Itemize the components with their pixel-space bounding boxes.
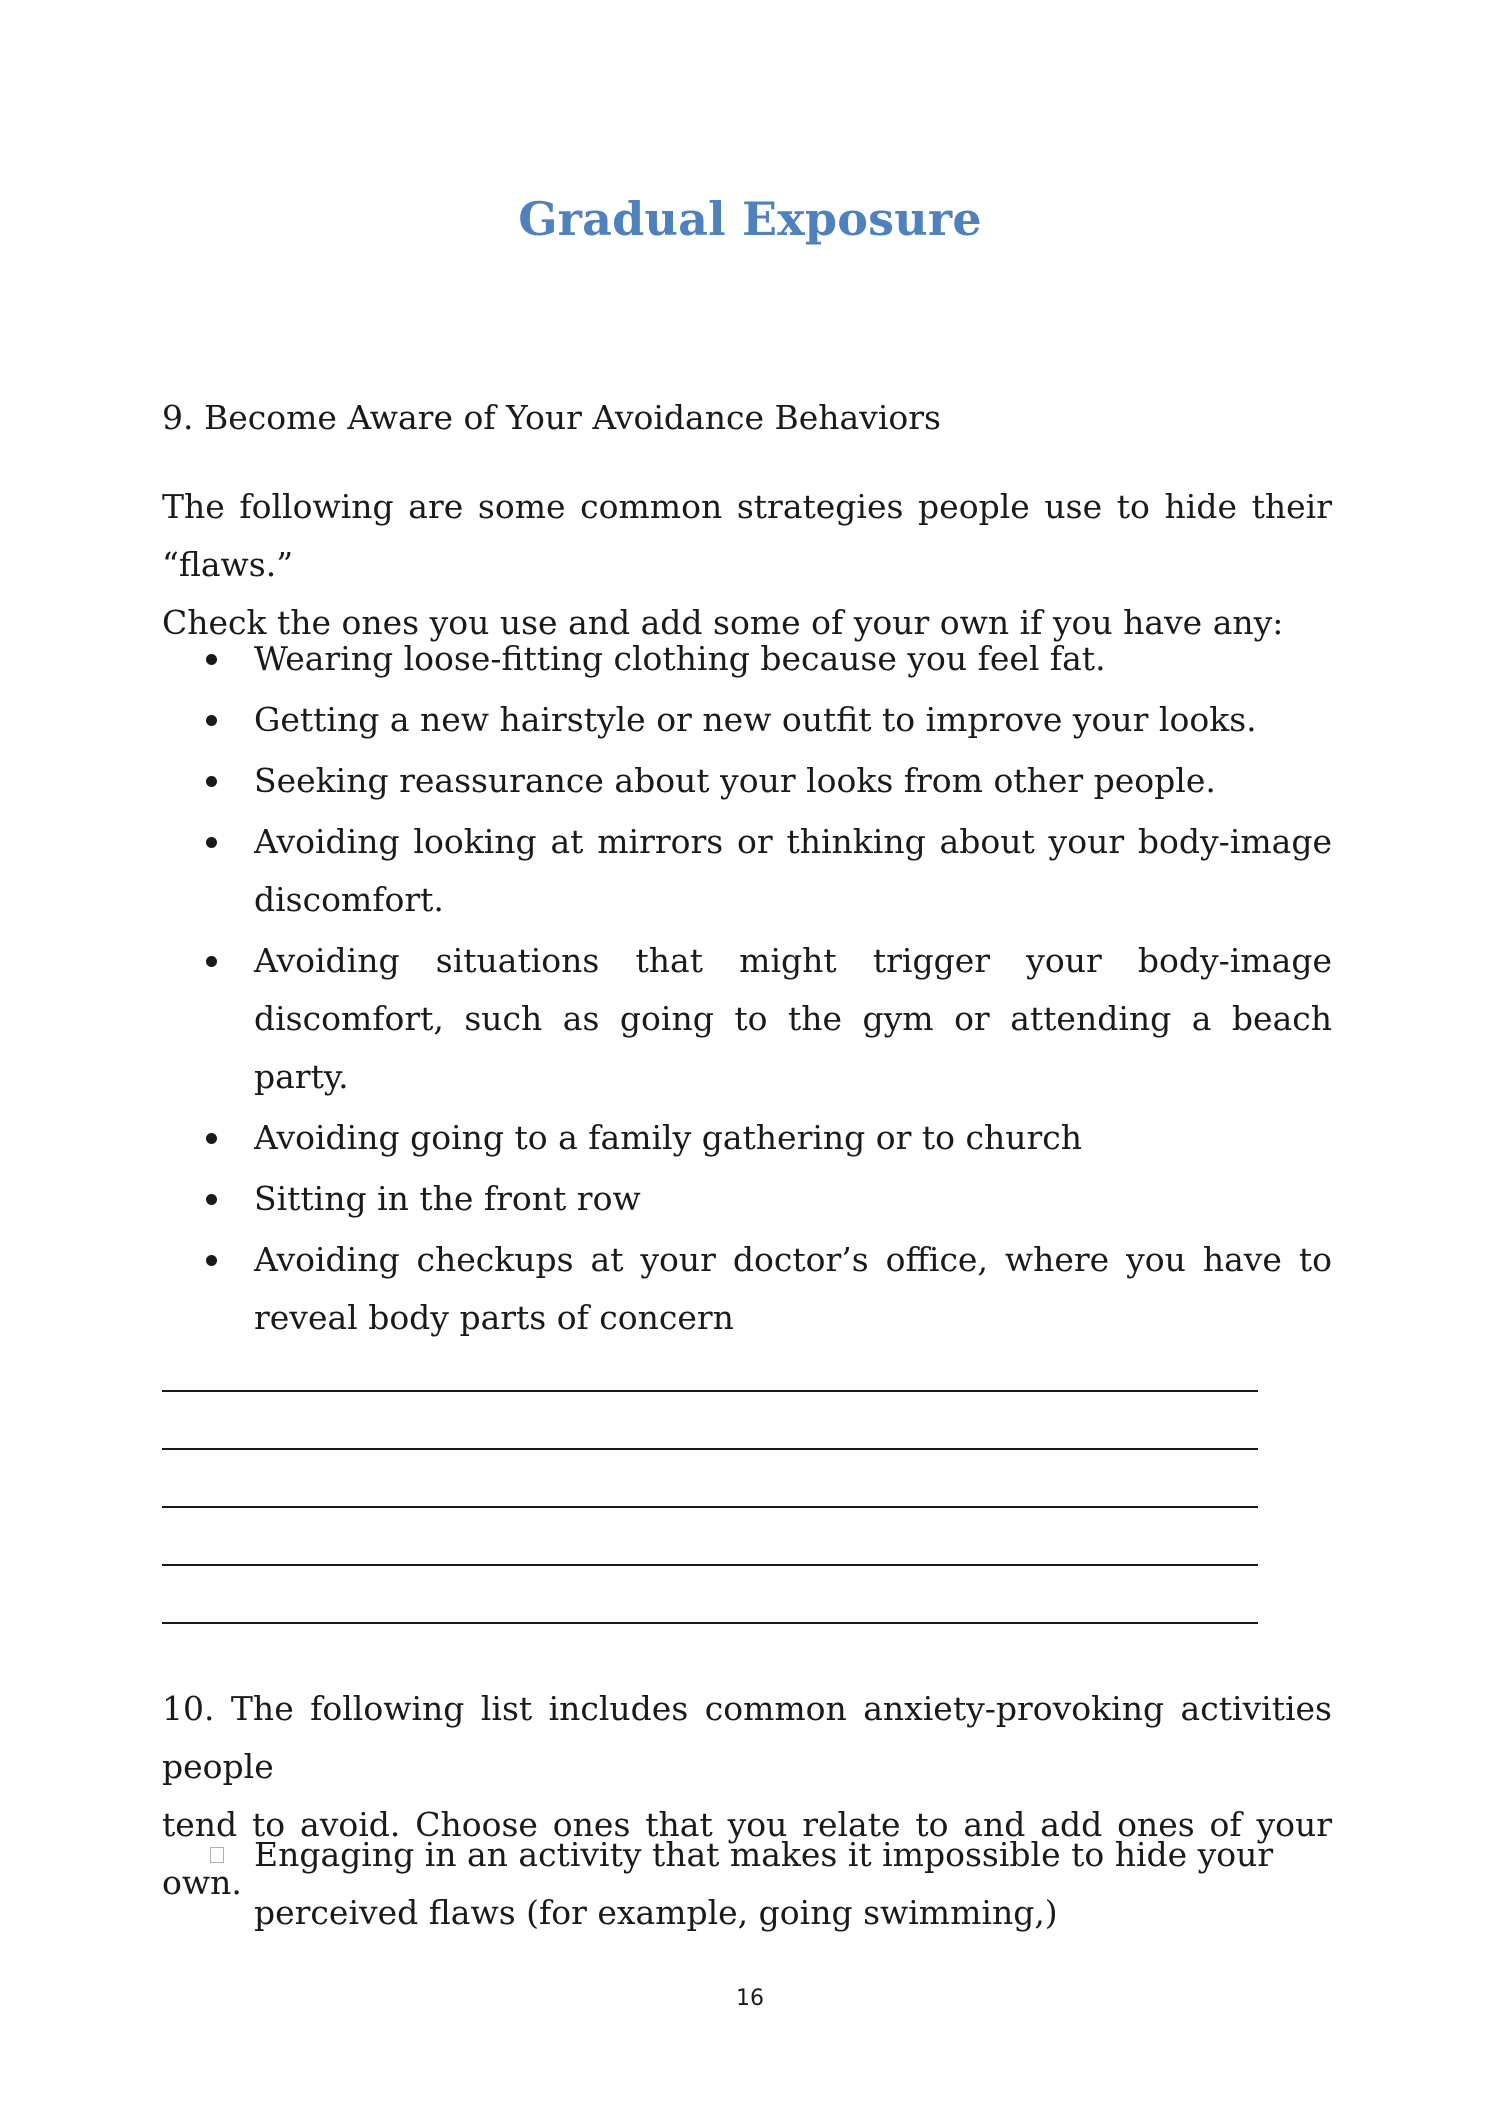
section-9-intro-line-1: The following are some common strategies people use to hide their “flaws.” [162,487,1332,584]
list-item: Avoiding situations that might trigger your body-image discomfort, such as going to the gym or attending a beach party. [162,932,1332,1106]
section-9-intro [162,478,1332,652]
write-in-line[interactable] [162,1622,1258,1624]
write-in-line[interactable] [162,1390,1258,1392]
section-9-intro-line-2: Check the ones you use and add some of your own if you have any: [162,603,1284,642]
avoidance-behaviors-list [162,630,1332,1350]
bullet-icon [206,715,217,726]
write-in-line[interactable] [162,1448,1258,1450]
write-in-line[interactable] [162,1564,1258,1566]
bullet-icon [206,1255,217,1266]
section-10-intro-line-1: 10. The following list includes common anxiety-provoking activities people [162,1689,1332,1786]
write-in-lines [162,1390,1258,1680]
checkbox-icon[interactable] [210,1847,224,1863]
write-in-line[interactable] [162,1506,1258,1508]
page-number: 16 [736,1986,764,2011]
bullet-icon [206,956,217,967]
bullet-icon [206,776,217,787]
bullet-icon [206,837,217,848]
list-item: Wearing loose-fitting clothing because you feel fat. [162,630,1332,688]
list-item: Engaging in an activity that makes it impossible to hide your perceived flaws (for example, going swimming,) [162,1826,1332,1942]
anxiety-activities-checklist [162,1826,1332,1942]
page-title: Gradual Exposure [518,192,982,246]
list-item: Avoiding checkups at your doctor’s office, where you have to reveal body parts of concern [162,1231,1332,1347]
bullet-icon [206,1194,217,1205]
list-item: Sitting in the front row [162,1170,1332,1228]
list-item: Avoiding going to a family gathering or to church [162,1109,1332,1167]
section-9-heading: 9. Become Aware of Your Avoidance Behaviors [162,398,941,437]
bullet-icon [206,654,217,665]
bullet-icon [206,1133,217,1144]
list-item: Getting a new hairstyle or new outfit to improve your looks. [162,691,1332,749]
list-item: Seeking reassurance about your looks from other people. [162,752,1332,810]
list-item: Avoiding looking at mirrors or thinking about your body-image discomfort. [162,813,1332,929]
section-10-intro-line-2: tend to avoid. Choose ones that you relate to and add ones of your own. [162,1805,1332,1902]
